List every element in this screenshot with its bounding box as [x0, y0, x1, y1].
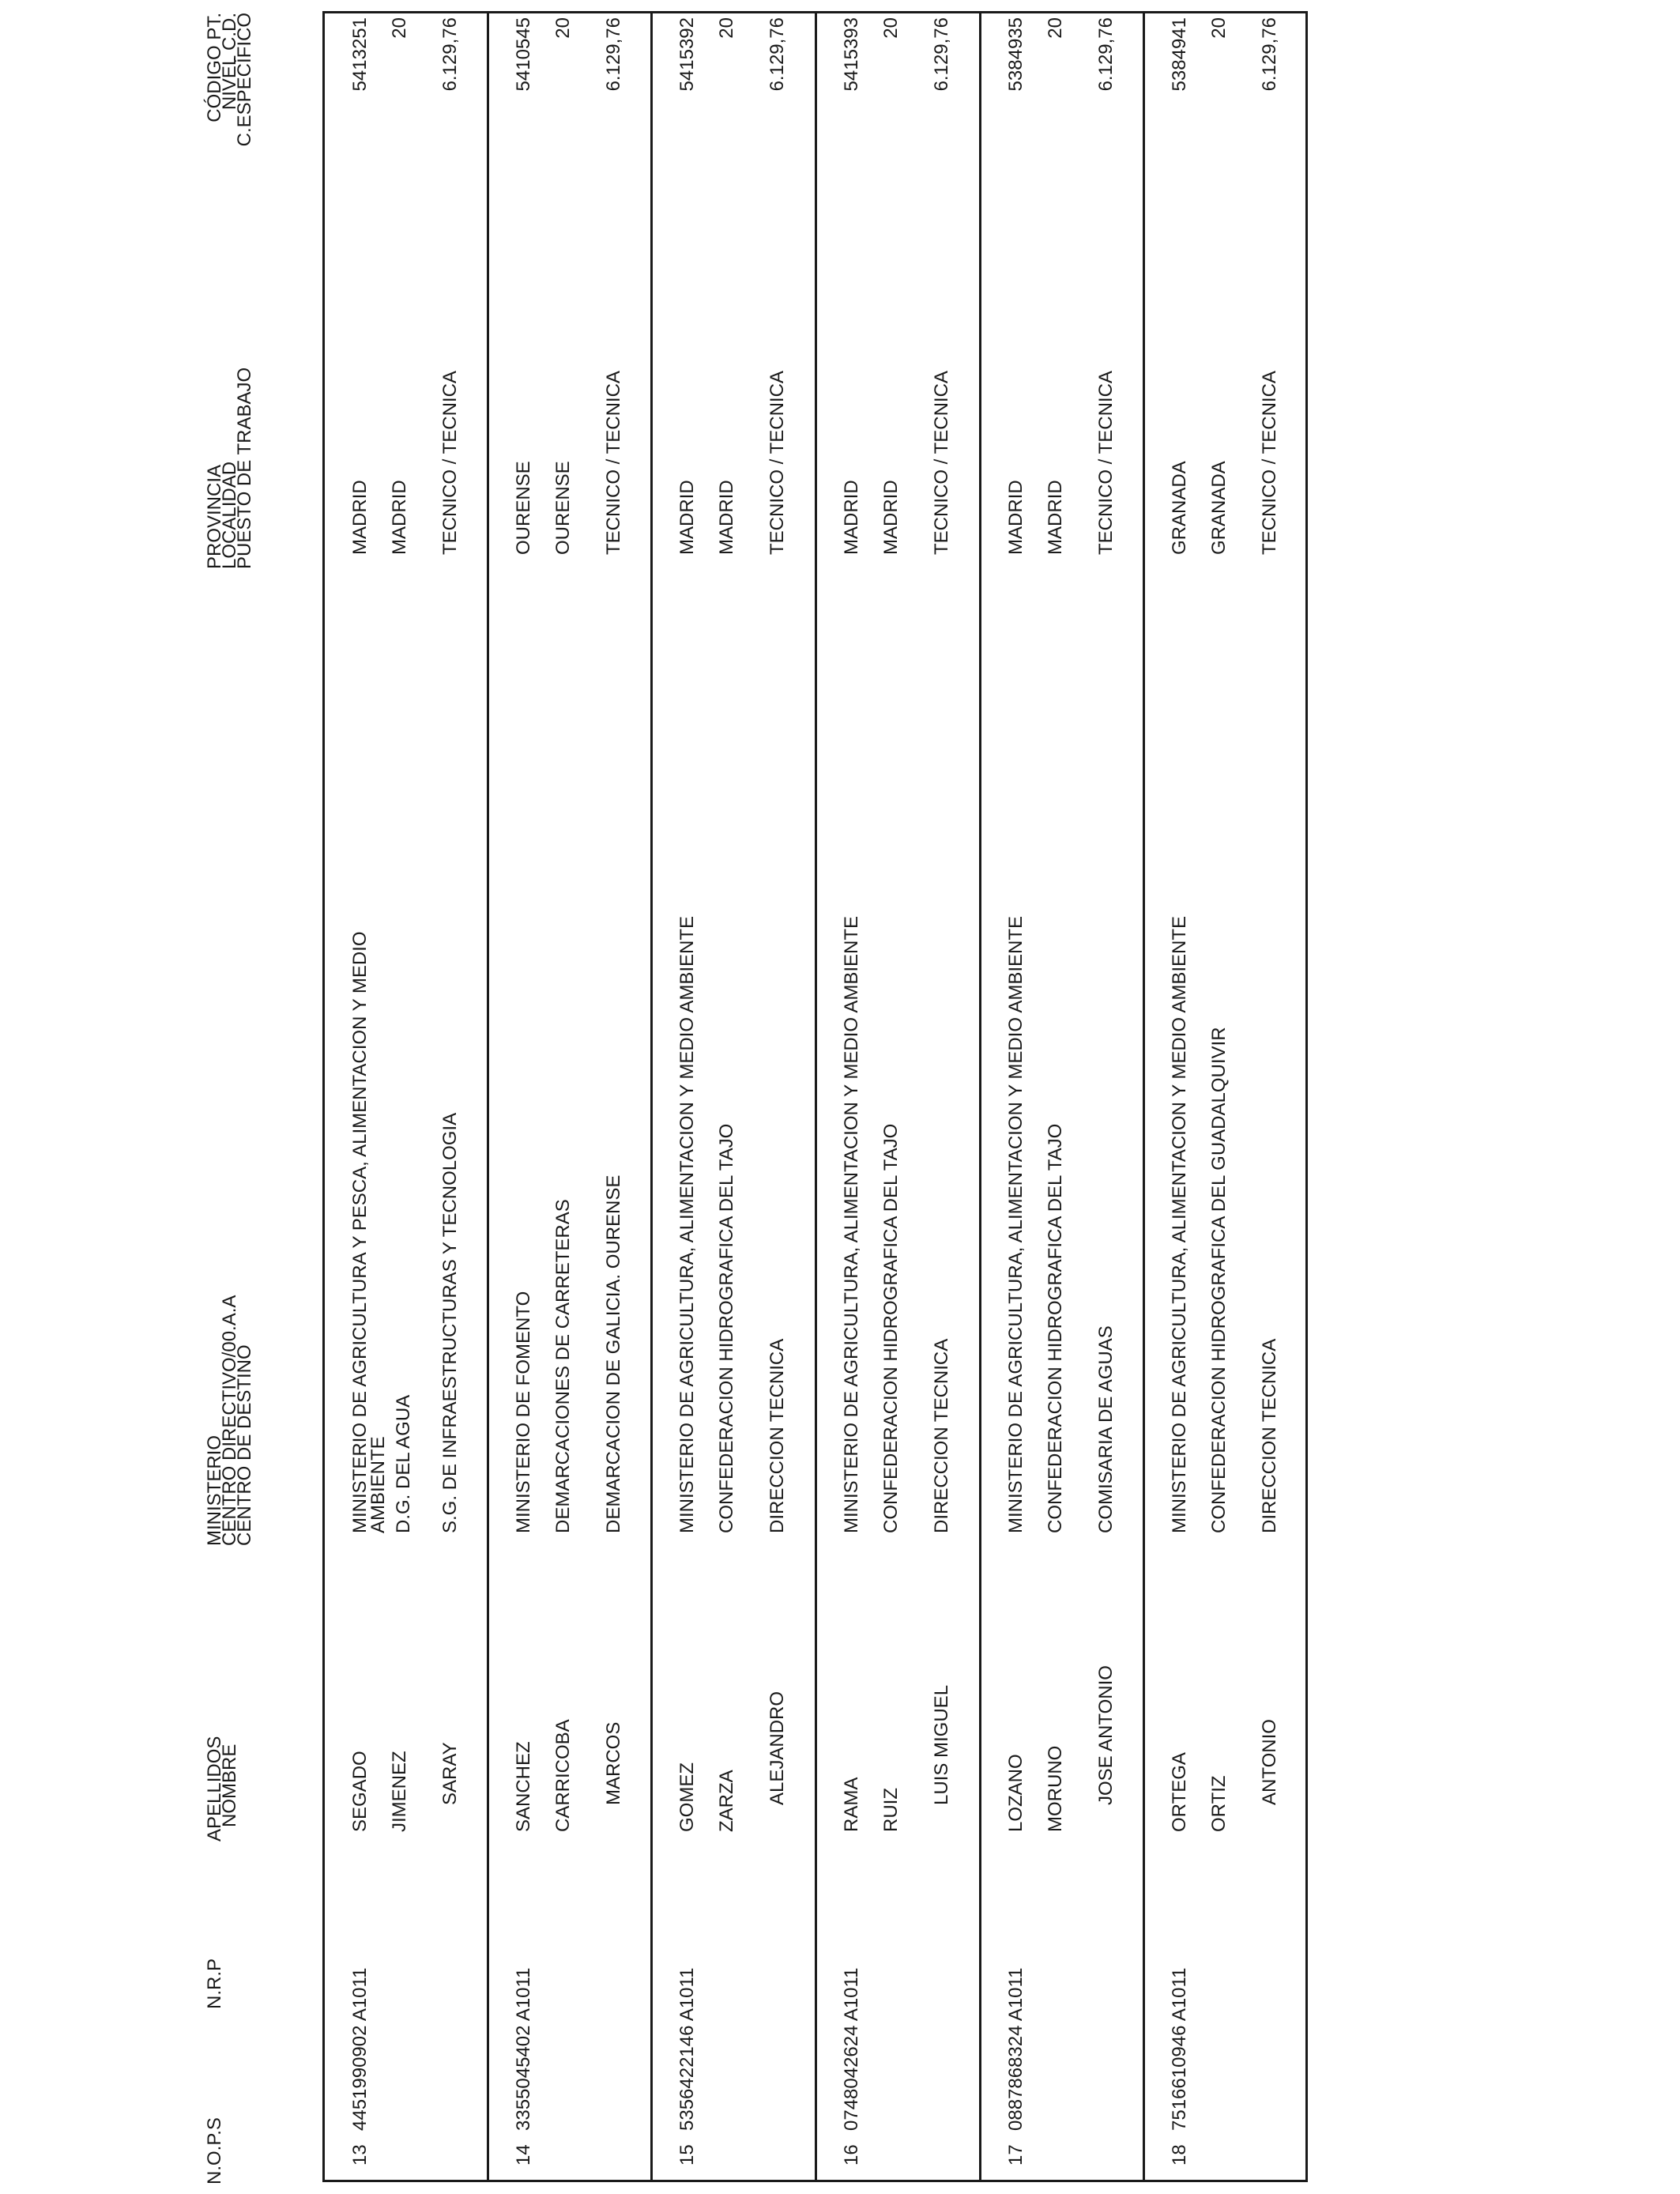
cell-apellido1: LOZANO	[1005, 1754, 1026, 1832]
header-apellidos-nombre	[204, 1736, 240, 1842]
header-codigo-label: CÓDIGO PT.	[204, 13, 225, 123]
cell-nops: 18	[1169, 2144, 1190, 2166]
header-provincia-label: PROVINCIA	[204, 464, 225, 569]
cell-especifico: 6.129,76	[767, 17, 788, 92]
cell-codigo: 5415393	[841, 17, 862, 92]
cell-nivel: 20	[716, 17, 737, 39]
cell-codigo: 5384935	[1005, 17, 1026, 92]
cell-nombre: ALEJANDRO	[767, 1691, 788, 1805]
cell-centro-destino: DIRECCION TECNICA	[767, 1338, 788, 1533]
cell-ministerio-cont: AMBIENTE	[367, 1436, 389, 1533]
cell-especifico: 6.129,76	[439, 17, 461, 92]
cell-centro-directivo: CONFEDERACION HIDROGRAFICA DEL TAJO	[880, 1123, 902, 1533]
cell-apellido1: RAMA	[841, 1777, 862, 1832]
cell-nombre: MARCOS	[603, 1721, 624, 1805]
cell-especifico: 6.129,76	[1095, 17, 1117, 92]
cell-puesto: TECNICO / TECNICA	[931, 371, 952, 555]
cell-centro-directivo: CONFEDERACION HIDROGRAFICA DEL GUADALQUIVIR	[1208, 1027, 1230, 1533]
header-provincia	[204, 367, 255, 569]
cell-codigo: 5413251	[349, 17, 371, 92]
cell-provincia: MADRID	[349, 480, 371, 555]
cell-centro-destino: COMISARIA DE AGUAS	[1095, 1325, 1117, 1533]
cell-apellido1: ORTEGA	[1169, 1752, 1190, 1832]
cell-ministerio: MINISTERIO DE FOMENTO	[513, 1291, 534, 1533]
cell-nombre: JOSE ANTONIO	[1095, 1665, 1117, 1805]
table-row	[325, 13, 488, 2180]
cell-nombre: ANTONIO	[1259, 1719, 1280, 1805]
cell-nivel: 20	[1045, 17, 1066, 39]
cell-provincia: MADRID	[676, 480, 698, 555]
cell-localidad: MADRID	[880, 480, 902, 555]
header-apellidos-label: APELLIDOS	[204, 1736, 225, 1842]
cell-nops: 14	[513, 2144, 534, 2166]
header-centro-destino-label: CENTRO DE DESTINO	[234, 1344, 255, 1546]
header-nrp	[204, 1958, 225, 2009]
header-puesto-label: PUESTO DE TRABAJO	[234, 367, 255, 569]
cell-centro-destino: DEMARCACION DE GALICIA. OURENSE	[603, 1174, 624, 1533]
cell-ministerio: MINISTERIO DE AGRICULTURA, ALIMENTACION Y MEDIO AMBIENTE	[1169, 915, 1190, 1533]
cell-nivel: 20	[880, 17, 902, 39]
header-nops-label: N.O.P.S	[204, 2117, 225, 2185]
cell-apellido1: SANCHEZ	[513, 1741, 534, 1832]
header-centro-directivo-label: CENTRO DIRECTIVO/00.A.A	[219, 1295, 240, 1546]
cell-nops: 16	[841, 2144, 862, 2166]
records-table	[322, 11, 1308, 2182]
cell-centro-destino: DIRECCION TECNICA	[1259, 1338, 1280, 1533]
cell-apellido2: ZARZA	[716, 1770, 737, 1832]
cell-nrp: 7516610946 A1011	[1169, 1967, 1190, 2131]
cell-especifico: 6.129,76	[1259, 17, 1280, 92]
cell-nivel: 20	[389, 17, 410, 39]
cell-nrp: 4451990902 A1011	[349, 1967, 371, 2131]
cell-ministerio: MINISTERIO DE AGRICULTURA Y PESCA, ALIMENTACION Y MEDIO	[349, 931, 371, 1533]
cell-nrp: 3355045402 A1011	[513, 1967, 534, 2131]
cell-puesto: TECNICO / TECNICA	[767, 371, 788, 555]
cell-nivel: 20	[552, 17, 574, 39]
cell-provincia: OURENSE	[513, 461, 534, 555]
header-ministerio-label: MINISTERIO	[204, 1434, 225, 1546]
header-ministerio	[204, 1295, 255, 1546]
cell-centro-directivo: CONFEDERACION HIDROGRAFICA DEL TAJO	[1045, 1123, 1066, 1533]
cell-nrp: 0887868324 A1011	[1005, 1967, 1026, 2131]
header-nombre-label: NOMBRE	[219, 1744, 240, 1827]
cell-apellido2: MORUNO	[1045, 1745, 1066, 1832]
cell-localidad: MADRID	[389, 480, 410, 555]
table-row	[981, 13, 1144, 2180]
cell-centro-destino: DIRECCION TECNICA	[931, 1338, 952, 1533]
cell-ministerio: MINISTERIO DE AGRICULTURA, ALIMENTACION Y MEDIO AMBIENTE	[1005, 915, 1026, 1533]
cell-nops: 17	[1005, 2144, 1026, 2166]
cell-nombre: SARAY	[439, 1742, 461, 1805]
cell-centro-directivo: DEMARCACIONES DE CARRETERAS	[552, 1199, 574, 1533]
cell-centro-directivo: CONFEDERACION HIDROGRAFICA DEL TAJO	[716, 1123, 737, 1533]
cell-puesto: TECNICO / TECNICA	[1095, 371, 1117, 555]
cell-nops: 13	[349, 2144, 371, 2166]
cell-nombre: LUIS MIGUEL	[931, 1684, 952, 1805]
cell-apellido1: SEGADO	[349, 1751, 371, 1832]
header-localidad-label: LOCALIDAD	[219, 461, 240, 569]
cell-localidad: GRANADA	[1208, 461, 1230, 555]
cell-localidad: MADRID	[1045, 480, 1066, 555]
cell-apellido2: ORTIZ	[1208, 1775, 1230, 1832]
cell-nivel: 20	[1208, 17, 1230, 39]
cell-provincia: MADRID	[841, 480, 862, 555]
cell-codigo: 5384941	[1169, 17, 1190, 92]
cell-codigo: 5415392	[676, 17, 698, 92]
cell-nrp: 0748042624 A1011	[841, 1967, 862, 2131]
cell-especifico: 6.129,76	[931, 17, 952, 92]
cell-apellido2: CARRICOBA	[552, 1719, 574, 1832]
cell-apellido2: RUIZ	[880, 1788, 902, 1832]
cell-apellido1: GOMEZ	[676, 1762, 698, 1832]
cell-nrp: 5356422146 A1011	[676, 1967, 698, 2131]
cell-provincia: MADRID	[1005, 480, 1026, 555]
table-row	[816, 13, 981, 2180]
cell-ministerio: MINISTERIO DE AGRICULTURA, ALIMENTACION Y MEDIO AMBIENTE	[676, 915, 698, 1533]
header-especifico-label: C.ESPECÍFICO	[234, 13, 255, 147]
table-row	[1144, 13, 1308, 2180]
table-row	[488, 13, 652, 2180]
cell-puesto: TECNICO / TECNICA	[603, 371, 624, 555]
cell-ministerio: MINISTERIO DE AGRICULTURA, ALIMENTACION Y MEDIO AMBIENTE	[841, 915, 862, 1533]
cell-localidad: MADRID	[716, 480, 737, 555]
header-nops	[204, 2117, 225, 2185]
header-nrp-label: N.R.P	[204, 1958, 225, 2009]
cell-centro-directivo: D.G. DEL AGUA	[393, 1394, 414, 1533]
cell-nops: 15	[676, 2144, 698, 2166]
table-row	[652, 13, 816, 2180]
cell-puesto: TECNICO / TECNICA	[1259, 371, 1280, 555]
cell-centro-destino: S.G. DE INFRAESTRUCTURAS Y TECNOLOGIA	[439, 1112, 461, 1533]
cell-apellido2: JIMENEZ	[389, 1751, 410, 1832]
cell-puesto: TECNICO / TECNICA	[439, 371, 461, 555]
cell-codigo: 5410545	[513, 17, 534, 92]
cell-localidad: OURENSE	[552, 461, 574, 555]
cell-provincia: GRANADA	[1169, 461, 1190, 555]
header-nivel-label: NIVEL C.D.	[219, 13, 240, 111]
cell-especifico: 6.129,76	[603, 17, 624, 92]
header-codigo	[204, 13, 255, 198]
